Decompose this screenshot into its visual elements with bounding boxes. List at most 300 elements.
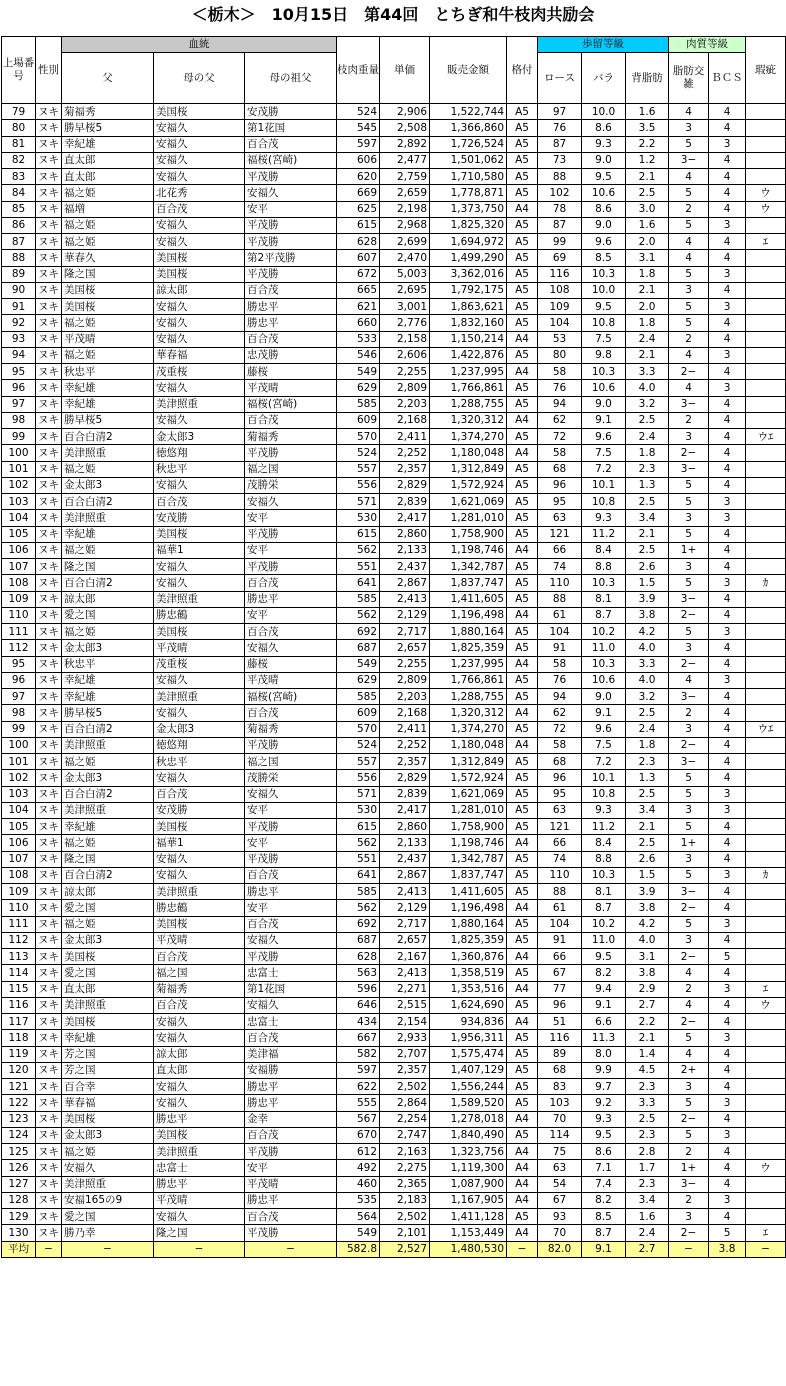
table-row: [2, 819, 786, 835]
cell-unit-price: 5,003: [380, 266, 430, 282]
cell-bms: 2−: [669, 607, 709, 623]
cell-sales: 1,320,312: [430, 705, 507, 721]
table-row: [2, 835, 786, 851]
cell-loin: 110: [538, 867, 582, 883]
cell-father: 勝早桜5: [62, 120, 154, 136]
cell-fat: 3.8: [626, 965, 669, 981]
cell-bms: 5: [669, 867, 709, 883]
cell-defect: ウ: [746, 997, 786, 1013]
cell-no: 111: [2, 916, 36, 932]
cell-mother-grandfather: 安茂勝: [245, 104, 337, 120]
cell-bcs: 3: [709, 624, 746, 640]
cell-mother-grandfather: 百合茂: [245, 412, 337, 428]
cell-loin: 68: [538, 461, 582, 477]
cell-no: 90: [2, 282, 36, 298]
cell-mother-father: 平茂晴: [154, 932, 245, 948]
cell-fat: 1.4: [626, 1046, 669, 1062]
cell-rib: 10.6: [582, 380, 626, 396]
cell-sex: ヌキ: [36, 640, 62, 656]
cell-defect: ウｴ: [746, 721, 786, 737]
cell-weight: 670: [337, 1127, 380, 1143]
cell-sex: ヌキ: [36, 494, 62, 510]
cell-sex: ヌキ: [36, 884, 62, 900]
cell-grade: A5: [507, 559, 538, 575]
cell-rib: 8.2: [582, 1192, 626, 1208]
cell-sex: ヌキ: [36, 607, 62, 623]
cell-bms: 2−: [669, 1014, 709, 1030]
cell-weight: 563: [337, 965, 380, 981]
table-row: [2, 526, 786, 542]
cell-mother-father: 福華1: [154, 835, 245, 851]
cell-mother-grandfather: 百合茂: [245, 575, 337, 591]
cell-sales: 1,358,519: [430, 965, 507, 981]
cell-unit-price: 2,933: [380, 1030, 430, 1046]
cell-bms: 4: [669, 380, 709, 396]
cell-weight: 546: [337, 347, 380, 363]
table-row: [2, 461, 786, 477]
cell-sex: ヌキ: [36, 315, 62, 331]
cell-grade: A5: [507, 315, 538, 331]
header-sales: 販売金額: [430, 37, 507, 104]
cell-defect: [746, 461, 786, 477]
cell-bcs: 4: [709, 591, 746, 607]
cell-mother-grandfather: 安福久: [245, 786, 337, 802]
cell-father: 隆之国: [62, 559, 154, 575]
cell-no: 82: [2, 152, 36, 168]
cell-unit-price: 2,657: [380, 640, 430, 656]
cell-sales: 1,374,270: [430, 721, 507, 737]
cell-sex: ヌキ: [36, 510, 62, 526]
header-quality-group: 肉質等級: [669, 37, 746, 53]
cell-bcs: 4: [709, 737, 746, 753]
table-row: [2, 965, 786, 981]
cell-grade: A5: [507, 786, 538, 802]
cell-bcs: 4: [709, 559, 746, 575]
cell-rib: 10.3: [582, 266, 626, 282]
cell-weight: 615: [337, 526, 380, 542]
cell-fat: 2.3: [626, 461, 669, 477]
cell-mother-grandfather: 安福久: [245, 932, 337, 948]
cell-sales: 1,411,605: [430, 884, 507, 900]
cell-sex: ヌキ: [36, 559, 62, 575]
cell-no: 98: [2, 412, 36, 428]
cell-sex: ヌキ: [36, 331, 62, 347]
cell-no: 100: [2, 445, 36, 461]
cell-grade: A4: [507, 705, 538, 721]
cell-sales: 1,312,849: [430, 754, 507, 770]
cell-grade: A5: [507, 819, 538, 835]
cell-loin: 58: [538, 737, 582, 753]
cell-unit-price: 2,906: [380, 104, 430, 120]
cell-loin: 58: [538, 364, 582, 380]
cell-defect: [746, 266, 786, 282]
cell-sex: ヌキ: [36, 445, 62, 461]
cell-rib: 8.8: [582, 851, 626, 867]
cell-mother-grandfather: 安福勝: [245, 1062, 337, 1078]
cell-unit-price: 2,203: [380, 689, 430, 705]
cell-loin: 88: [538, 169, 582, 185]
average-cell: 平均: [2, 1241, 36, 1257]
table-row: [2, 185, 786, 201]
results-table: [1, 36, 786, 1258]
cell-bms: 3−: [669, 396, 709, 412]
cell-defect: [746, 640, 786, 656]
cell-unit-price: 2,365: [380, 1176, 430, 1192]
cell-unit-price: 2,867: [380, 575, 430, 591]
table-row: [2, 1111, 786, 1127]
cell-father: 福之姫: [62, 542, 154, 558]
cell-mother-grandfather: 菊福秀: [245, 429, 337, 445]
cell-bms: 5: [669, 494, 709, 510]
cell-fat: 2.6: [626, 559, 669, 575]
cell-sex: ヌキ: [36, 1209, 62, 1225]
cell-father: 勝早桜5: [62, 412, 154, 428]
cell-rib: 8.6: [582, 1144, 626, 1160]
cell-loin: 110: [538, 575, 582, 591]
table-row: [2, 656, 786, 672]
cell-bms: 4: [669, 169, 709, 185]
cell-grade: A5: [507, 217, 538, 233]
cell-father: 福之姫: [62, 185, 154, 201]
cell-rib: 8.4: [582, 542, 626, 558]
cell-mother-grandfather: 百合茂: [245, 867, 337, 883]
cell-no: 105: [2, 526, 36, 542]
cell-bcs: 3: [709, 1095, 746, 1111]
cell-loin: 103: [538, 1095, 582, 1111]
cell-unit-price: 2,829: [380, 770, 430, 786]
cell-bms: 4: [669, 104, 709, 120]
cell-unit-price: 2,502: [380, 1079, 430, 1095]
cell-fat: 2.5: [626, 185, 669, 201]
cell-sales: 1,150,214: [430, 331, 507, 347]
average-cell: 582.8: [337, 1241, 380, 1257]
cell-bcs: 4: [709, 169, 746, 185]
cell-mother-grandfather: 安福久: [245, 997, 337, 1013]
cell-defect: [746, 104, 786, 120]
cell-rib: 8.0: [582, 1046, 626, 1062]
cell-father: 直太郎: [62, 981, 154, 997]
table-row: [2, 1014, 786, 1030]
cell-mother-father: 諒太郎: [154, 1046, 245, 1062]
cell-bms: 1+: [669, 835, 709, 851]
cell-defect: [746, 1046, 786, 1062]
cell-fat: 1.6: [626, 104, 669, 120]
cell-grade: A5: [507, 250, 538, 266]
cell-rib: 8.7: [582, 607, 626, 623]
cell-weight: 562: [337, 835, 380, 851]
cell-bcs: 3: [709, 136, 746, 152]
cell-father: 勝乃幸: [62, 1225, 154, 1241]
table-row: [2, 770, 786, 786]
cell-rib: 9.3: [582, 136, 626, 152]
cell-weight: 585: [337, 591, 380, 607]
cell-sales: 1,572,924: [430, 770, 507, 786]
cell-weight: 492: [337, 1160, 380, 1176]
cell-fat: 2.4: [626, 1225, 669, 1241]
table-row: [2, 412, 786, 428]
cell-weight: 557: [337, 461, 380, 477]
cell-father: 安福165の9: [62, 1192, 154, 1208]
cell-unit-price: 2,695: [380, 282, 430, 298]
cell-father: 美国桜: [62, 1014, 154, 1030]
cell-grade: A4: [507, 1144, 538, 1160]
cell-fat: 3.1: [626, 250, 669, 266]
cell-mother-father: 勝忠鶴: [154, 607, 245, 623]
cell-mother-father: 秋忠平: [154, 461, 245, 477]
cell-grade: A5: [507, 120, 538, 136]
cell-fat: 2.6: [626, 851, 669, 867]
cell-no: 119: [2, 1046, 36, 1062]
cell-no: 116: [2, 997, 36, 1013]
cell-father: 福之姫: [62, 347, 154, 363]
cell-bms: 5: [669, 315, 709, 331]
cell-father: 幸紀雄: [62, 526, 154, 542]
cell-mother-grandfather: 勝忠平: [245, 315, 337, 331]
cell-mother-grandfather: 藤桜: [245, 364, 337, 380]
cell-father: 美津照重: [62, 737, 154, 753]
cell-sex: ヌキ: [36, 217, 62, 233]
header-bcs: ＢＣＳ: [709, 53, 746, 104]
cell-bcs: 4: [709, 656, 746, 672]
cell-mother-grandfather: 藤桜: [245, 656, 337, 672]
cell-sex: ヌキ: [36, 1127, 62, 1143]
cell-no: 102: [2, 477, 36, 493]
cell-defect: [746, 315, 786, 331]
cell-sales: 1,766,861: [430, 380, 507, 396]
cell-bms: 2: [669, 1144, 709, 1160]
table-row: [2, 1030, 786, 1046]
cell-sales: 1,766,861: [430, 672, 507, 688]
cell-bcs: 3: [709, 1030, 746, 1046]
cell-sales: 1,621,069: [430, 786, 507, 802]
cell-rib: 10.2: [582, 916, 626, 932]
cell-fat: 3.4: [626, 802, 669, 818]
cell-rib: 8.1: [582, 591, 626, 607]
cell-grade: A5: [507, 526, 538, 542]
cell-rib: 6.6: [582, 1014, 626, 1030]
cell-mother-grandfather: 百合茂: [245, 705, 337, 721]
cell-bms: 4: [669, 234, 709, 250]
cell-mother-father: 美津照重: [154, 1144, 245, 1160]
cell-grade: A5: [507, 754, 538, 770]
cell-mother-grandfather: 平茂勝: [245, 1144, 337, 1160]
cell-mother-father: 安福久: [154, 1079, 245, 1095]
cell-father: 福増: [62, 201, 154, 217]
cell-fat: 2.3: [626, 1127, 669, 1143]
cell-sex: ヌキ: [36, 169, 62, 185]
cell-grade: A5: [507, 640, 538, 656]
cell-father: 百合幸: [62, 1079, 154, 1095]
cell-father: 美津照重: [62, 445, 154, 461]
cell-grade: A5: [507, 1079, 538, 1095]
cell-sex: ヌキ: [36, 721, 62, 737]
cell-sex: ヌキ: [36, 1144, 62, 1160]
cell-sex: ヌキ: [36, 429, 62, 445]
cell-loin: 83: [538, 1079, 582, 1095]
cell-rib: 11.2: [582, 819, 626, 835]
cell-mother-grandfather: 百合茂: [245, 916, 337, 932]
cell-mother-father: 百合茂: [154, 949, 245, 965]
cell-no: 94: [2, 347, 36, 363]
cell-sex: ヌキ: [36, 1095, 62, 1111]
cell-weight: 460: [337, 1176, 380, 1192]
cell-fat: 2.1: [626, 347, 669, 363]
cell-loin: 61: [538, 900, 582, 916]
cell-loin: 62: [538, 412, 582, 428]
cell-weight: 567: [337, 1111, 380, 1127]
cell-no: 103: [2, 494, 36, 510]
cell-no: 108: [2, 575, 36, 591]
cell-rib: 8.7: [582, 900, 626, 916]
cell-father: 美津照重: [62, 997, 154, 1013]
table-row: [2, 347, 786, 363]
cell-weight: 564: [337, 1209, 380, 1225]
cell-sales: 1,758,900: [430, 819, 507, 835]
cell-sex: ヌキ: [36, 867, 62, 883]
cell-bcs: 3: [709, 510, 746, 526]
table-row: [2, 364, 786, 380]
cell-mother-father: 安福久: [154, 331, 245, 347]
cell-bms: 3: [669, 510, 709, 526]
cell-no: 110: [2, 900, 36, 916]
cell-weight: 646: [337, 997, 380, 1013]
cell-sales: 1,196,498: [430, 607, 507, 623]
cell-mother-grandfather: 金幸: [245, 1111, 337, 1127]
cell-weight: 551: [337, 851, 380, 867]
cell-defect: [746, 412, 786, 428]
cell-bcs: 3: [709, 916, 746, 932]
cell-rib: 10.3: [582, 656, 626, 672]
cell-loin: 102: [538, 185, 582, 201]
cell-loin: 70: [538, 1111, 582, 1127]
cell-no: 101: [2, 754, 36, 770]
header-mother-grandfather: 母の祖父: [245, 53, 337, 104]
cell-sex: ヌキ: [36, 575, 62, 591]
cell-sex: ヌキ: [36, 250, 62, 266]
cell-bms: 4: [669, 672, 709, 688]
cell-mother-father: 平茂晴: [154, 640, 245, 656]
table-row: [2, 445, 786, 461]
cell-mother-grandfather: 百合茂: [245, 1030, 337, 1046]
cell-unit-price: 2,809: [380, 672, 430, 688]
table-row: [2, 104, 786, 120]
cell-fat: 2.8: [626, 1144, 669, 1160]
cell-weight: 687: [337, 640, 380, 656]
cell-rib: 9.5: [582, 299, 626, 315]
cell-unit-price: 2,867: [380, 867, 430, 883]
cell-bcs: 3: [709, 1192, 746, 1208]
cell-loin: 109: [538, 299, 582, 315]
table-row: [2, 169, 786, 185]
table-row: [2, 932, 786, 948]
cell-fat: 1.5: [626, 867, 669, 883]
cell-father: 秋忠平: [62, 656, 154, 672]
cell-rib: 11.3: [582, 1030, 626, 1046]
cell-no: 122: [2, 1095, 36, 1111]
cell-fat: 2.5: [626, 705, 669, 721]
cell-weight: 615: [337, 819, 380, 835]
cell-grade: A5: [507, 1046, 538, 1062]
cell-loin: 94: [538, 689, 582, 705]
cell-loin: 58: [538, 445, 582, 461]
cell-no: 87: [2, 234, 36, 250]
cell-mother-grandfather: 勝忠平: [245, 1095, 337, 1111]
cell-defect: [746, 1030, 786, 1046]
cell-grade: A4: [507, 1192, 538, 1208]
cell-weight: 562: [337, 900, 380, 916]
cell-defect: [746, 770, 786, 786]
cell-father: 金太郎3: [62, 1127, 154, 1143]
cell-mother-father: 百合茂: [154, 201, 245, 217]
cell-grade: A5: [507, 136, 538, 152]
average-cell: 3.8: [709, 1241, 746, 1257]
cell-bms: 5: [669, 575, 709, 591]
cell-loin: 96: [538, 997, 582, 1013]
cell-mother-father: 美国桜: [154, 250, 245, 266]
cell-fat: 1.3: [626, 477, 669, 493]
cell-loin: 70: [538, 1225, 582, 1241]
cell-mother-grandfather: 安平: [245, 900, 337, 916]
cell-mother-father: 安福久: [154, 315, 245, 331]
cell-mother-grandfather: 平茂勝: [245, 266, 337, 282]
table-row: [2, 429, 786, 445]
cell-bcs: 3: [709, 1127, 746, 1143]
cell-grade: A5: [507, 380, 538, 396]
cell-mother-father: 福華1: [154, 542, 245, 558]
cell-defect: [746, 591, 786, 607]
cell-sex: ヌキ: [36, 104, 62, 120]
cell-mother-grandfather: 勝忠平: [245, 299, 337, 315]
cell-mother-father: 美国桜: [154, 526, 245, 542]
cell-grade: A5: [507, 575, 538, 591]
cell-sex: ヌキ: [36, 461, 62, 477]
cell-bms: 3: [669, 932, 709, 948]
cell-weight: 535: [337, 1192, 380, 1208]
cell-no: 114: [2, 965, 36, 981]
table-row: [2, 624, 786, 640]
cell-mother-grandfather: 百合茂: [245, 1209, 337, 1225]
cell-loin: 58: [538, 656, 582, 672]
cell-defect: [746, 1095, 786, 1111]
cell-fat: 3.1: [626, 949, 669, 965]
cell-defect: [746, 542, 786, 558]
cell-mother-father: 金太郎3: [154, 721, 245, 737]
cell-bms: 5: [669, 1127, 709, 1143]
cell-sex: ヌキ: [36, 526, 62, 542]
cell-bms: 3−: [669, 689, 709, 705]
cell-sales: 1,374,270: [430, 429, 507, 445]
cell-defect: ｴ: [746, 1225, 786, 1241]
cell-weight: 549: [337, 364, 380, 380]
cell-mother-father: 安福久: [154, 136, 245, 152]
cell-no: 101: [2, 461, 36, 477]
cell-weight: 641: [337, 867, 380, 883]
cell-no: 103: [2, 786, 36, 802]
cell-bms: 2: [669, 981, 709, 997]
cell-bcs: 4: [709, 445, 746, 461]
cell-weight: 551: [337, 559, 380, 575]
cell-mother-father: 安福久: [154, 559, 245, 575]
cell-no: 104: [2, 510, 36, 526]
cell-father: 福之姫: [62, 234, 154, 250]
cell-father: 諒太郎: [62, 884, 154, 900]
cell-mother-grandfather: 福桜(宮崎): [245, 152, 337, 168]
cell-sex: ヌキ: [36, 1079, 62, 1095]
cell-no: 102: [2, 770, 36, 786]
cell-mother-father: 安福久: [154, 1030, 245, 1046]
cell-no: 81: [2, 136, 36, 152]
average-cell: −: [746, 1241, 786, 1257]
